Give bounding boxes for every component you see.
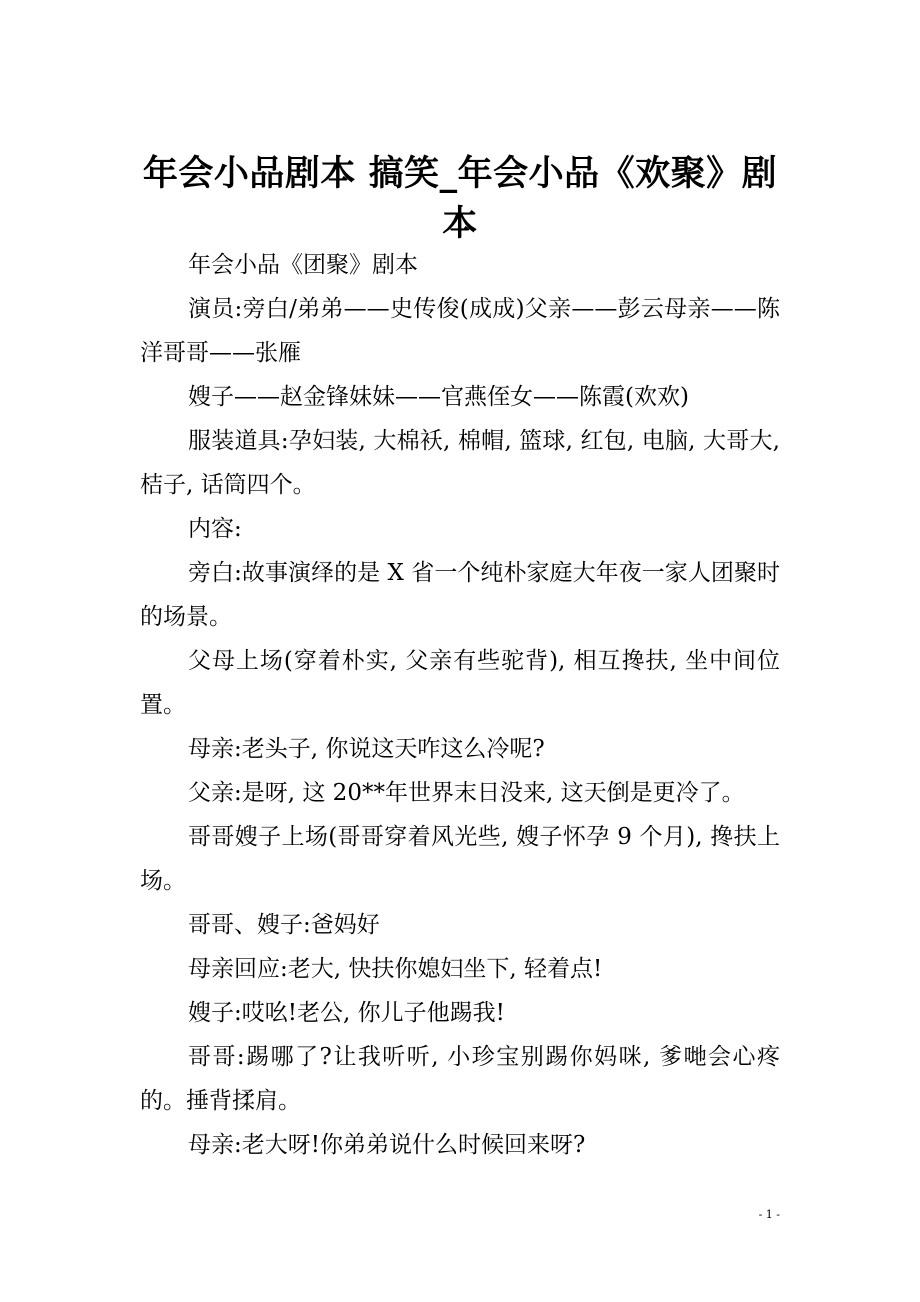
- document-body: [140, 243, 780, 1167]
- paragraph-dialogue-mother-1: 母亲:老头子, 你说这天咋这么冷呢?: [188, 736, 545, 762]
- paragraph-play-title: 年会小品《团聚》剧本: [188, 252, 418, 278]
- paragraph-dialogue-father-1: 父亲:是呀, 这 20**年世界末日没来, 这天倒是更冷了。: [188, 780, 745, 806]
- paragraph-stage-direction-brother: 哥哥嫂子上场(哥哥穿着风光些, 嫂子怀孕 9 个月), 搀扶上场。: [140, 824, 780, 894]
- paragraph-cast-1: 演员:旁白/弟弟——史传俊(成成)父亲——彭云母亲——陈洋哥哥——张雁: [140, 296, 780, 366]
- paragraph-dialogue-mother-3: 母亲:老大呀!你弟弟说什么时候回来呀?: [188, 1132, 586, 1158]
- paragraph-stage-direction-parents: 父母上场(穿着朴实, 父亲有些驼背), 相互搀扶, 坐中间位置。: [140, 648, 780, 718]
- paragraph-dialogue-greeting: 哥哥、嫂子:爸妈好: [188, 912, 380, 938]
- paragraph-content-heading: 内容:: [188, 516, 242, 542]
- document-title: 年会小品剧本 搞笑_年会小品《欢聚》剧本: [142, 154, 778, 245]
- page-number: - 1 -: [758, 1208, 780, 1221]
- paragraph-cast-2: 嫂子——赵金锋妹妹——官燕侄女——陈霞(欢欢): [188, 384, 689, 410]
- paragraph-props: 服装道具:孕妇装, 大棉袄, 棉帽, 篮球, 红包, 电脑, 大哥大, 桔子, 话筒四个。: [140, 428, 780, 498]
- paragraph-dialogue-brother: 哥哥:踢哪了?让我听听, 小珍宝别踢你妈咪, 爹哋会心疼的。捶背揉肩。: [140, 1044, 780, 1114]
- paragraph-dialogue-mother-2: 母亲回应:老大, 快扶你媳妇坐下, 轻着点!: [188, 956, 603, 982]
- paragraph-narration: 旁白:故事演绎的是 X 省一个纯朴家庭大年夜一家人团聚时的场景。: [140, 560, 780, 630]
- paragraph-dialogue-sister-in-law: 嫂子:哎吆!老公, 你儿子他踢我!: [188, 1000, 505, 1026]
